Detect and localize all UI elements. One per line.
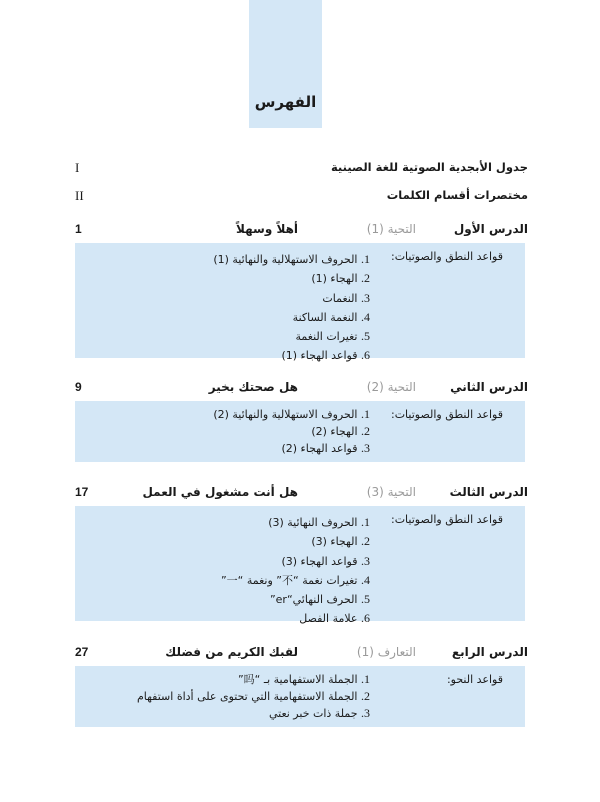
lesson-theme: التحية (2) (366, 380, 416, 394)
lesson-title: أهلاً وسهلاً (235, 222, 298, 236)
lesson-4-contents (75, 666, 525, 727)
lesson-name: الدرس الرابع (451, 645, 528, 659)
lesson-3-header[interactable] (75, 485, 528, 503)
list-item: 2. الهجاء (2) (311, 424, 370, 438)
list-item: 3. جملة ذات خبر نعتي (268, 706, 370, 720)
list-item: 3. قواعد الهجاء (3) (281, 553, 370, 568)
lesson-1-contents (75, 243, 525, 363)
list-item: 4. تغيرات نغمة “不” ونغمة “一” (220, 572, 370, 587)
list-item: 3. النغمات (322, 290, 370, 305)
page-title: الفهرس (254, 93, 317, 111)
list-item: 1. الحروف الاستهلالية والنهائية (2) (213, 407, 370, 421)
lesson-name: الدرس الثاني (450, 380, 528, 394)
title-box (249, 0, 322, 128)
lesson-theme: التعارف (1) (356, 645, 416, 659)
list-item: 6. قواعد الهجاء (1) (281, 348, 370, 363)
toc-entry-front-2[interactable] (75, 188, 528, 206)
entry-page: II (75, 188, 84, 203)
lesson-4-header[interactable] (75, 645, 528, 663)
topic-list (213, 250, 370, 366)
list-item: 5. الحرف النهائي“er” (269, 592, 370, 607)
topic-list (221, 513, 370, 629)
list-item: 1. الحروف النهائية (3) (268, 515, 370, 529)
list-item: 1. الحروف الاستهلالية والنهائية (1) (213, 252, 370, 266)
lesson-theme: التحية (1) (366, 222, 416, 236)
lesson-3-contents (75, 506, 525, 626)
lesson-title: هل صحتك بخير (208, 380, 298, 394)
lesson-page: 17 (75, 485, 89, 499)
list-item: 1. الجملة الاستفهامية بـ “吗” (237, 672, 370, 686)
list-item: 4. النغمة الساكنة (292, 309, 370, 324)
entry-title: مختصرات أقسام الكلمات (386, 188, 528, 202)
lesson-page: 9 (75, 380, 82, 394)
lesson-title: هل أنت مشغول في العمل (142, 485, 298, 499)
lesson-page: 27 (75, 645, 89, 659)
list-item: 6. علامة الفصل (299, 611, 370, 626)
lesson-title: لقبك الكريم من فضلك (165, 645, 298, 659)
list-item: 5. تغيرات النغمة (295, 329, 370, 344)
lesson-theme: التحية (3) (366, 485, 416, 499)
category-label: قواعد النحو: (446, 673, 503, 686)
entry-title: جدول الأبجدية الصوتية للغة الصينية (330, 160, 528, 174)
lesson-2-contents (75, 401, 525, 462)
topic-list (213, 406, 370, 457)
category-label: قواعد النطق والصوتيات: (391, 513, 503, 526)
list-item: 2. الهجاء (3) (311, 534, 370, 549)
entry-page: I (75, 160, 80, 175)
category-label: قواعد النطق والصوتيات: (391, 408, 503, 421)
lesson-1-header[interactable] (75, 222, 528, 240)
list-item: 3. قواعد الهجاء (2) (281, 441, 370, 455)
lesson-2-header[interactable] (75, 380, 528, 398)
lesson-name: الدرس الأول (453, 222, 528, 236)
category-label: قواعد النطق والصوتيات: (391, 250, 503, 263)
toc-entry-front-1[interactable] (75, 160, 528, 178)
list-item: 2. الهجاء (1) (311, 271, 370, 286)
lesson-name: الدرس الثالث (449, 485, 528, 499)
topic-list (137, 671, 370, 722)
lesson-page: 1 (75, 222, 82, 236)
list-item: 2. الجملة الاستفهامية التي تحتوى على أداة استفهام (136, 689, 370, 703)
